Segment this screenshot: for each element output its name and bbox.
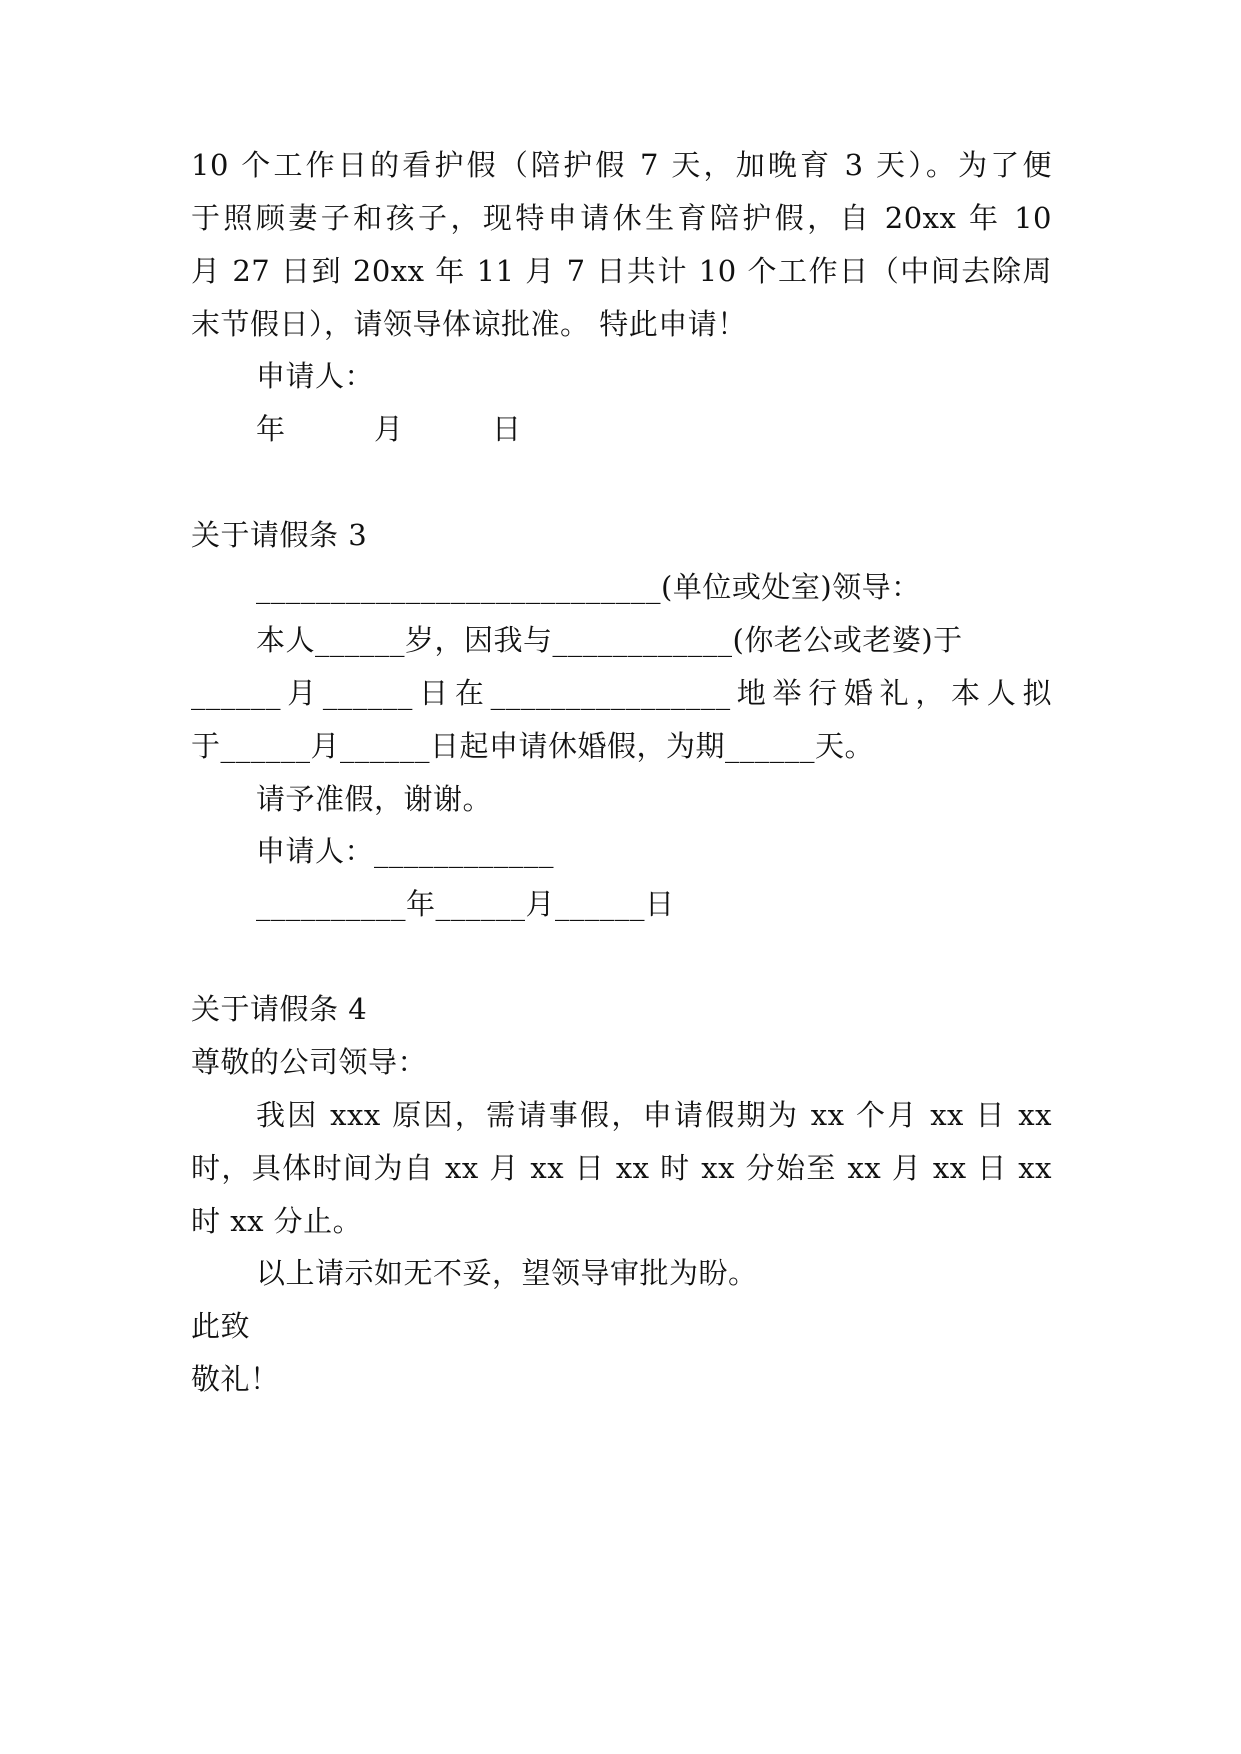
body-line: 时 xx 分止。 — [191, 1204, 363, 1238]
paragraph-line: 10 个工作日的看护假（陪护假 7 天，加晚育 3 天）。为了便 — [191, 148, 1052, 182]
date-line: __________年______月______日 — [256, 887, 675, 921]
addressee-line: 尊敬的公司领导： — [191, 1045, 428, 1079]
section-title: 关于请假条 4 — [191, 992, 368, 1026]
addressee-line: ___________________________(单位或处室)领导： — [256, 570, 921, 604]
body-line: 本人______岁，因我与____________(你老公或老婆)于 — [256, 623, 963, 657]
paragraph-line: 于照顾妻子和孩子，现特申请休生育陪护假，自 20xx 年 10 — [191, 201, 1052, 235]
body-line: 时，具体时间为自 xx 月 xx 日 xx 时 xx 分始至 xx 月 xx 日 xx — [191, 1151, 1052, 1185]
closing-line: 敬礼！ — [191, 1362, 280, 1396]
body-line: ______月______日在________________地举行婚礼，本人拟 — [191, 676, 1052, 710]
request-line: 以上请示如无不妥，望领导审批为盼。 — [256, 1256, 758, 1290]
section-title: 关于请假条 3 — [191, 518, 368, 552]
body-line: 于______月______日起申请休婚假，为期______天。 — [191, 729, 875, 763]
request-line: 请予准假，谢谢。 — [256, 782, 493, 816]
body-line: 我因 xxx 原因，需请事假，申请假期为 xx 个月 xx 日 xx — [256, 1098, 1052, 1132]
closing-line: 此致 — [191, 1309, 251, 1343]
paragraph-line: 月 27 日到 20xx 年 11 月 7 日共计 10 个工作日（中间去除周 — [191, 254, 1052, 288]
date-line: 年 月 日 — [256, 412, 522, 446]
paragraph-line: 末节假日），请领导体谅批准。 特此申请！ — [191, 307, 747, 341]
applicant-label: 申请人：____________ — [256, 834, 555, 868]
applicant-label: 申请人： — [256, 359, 375, 393]
